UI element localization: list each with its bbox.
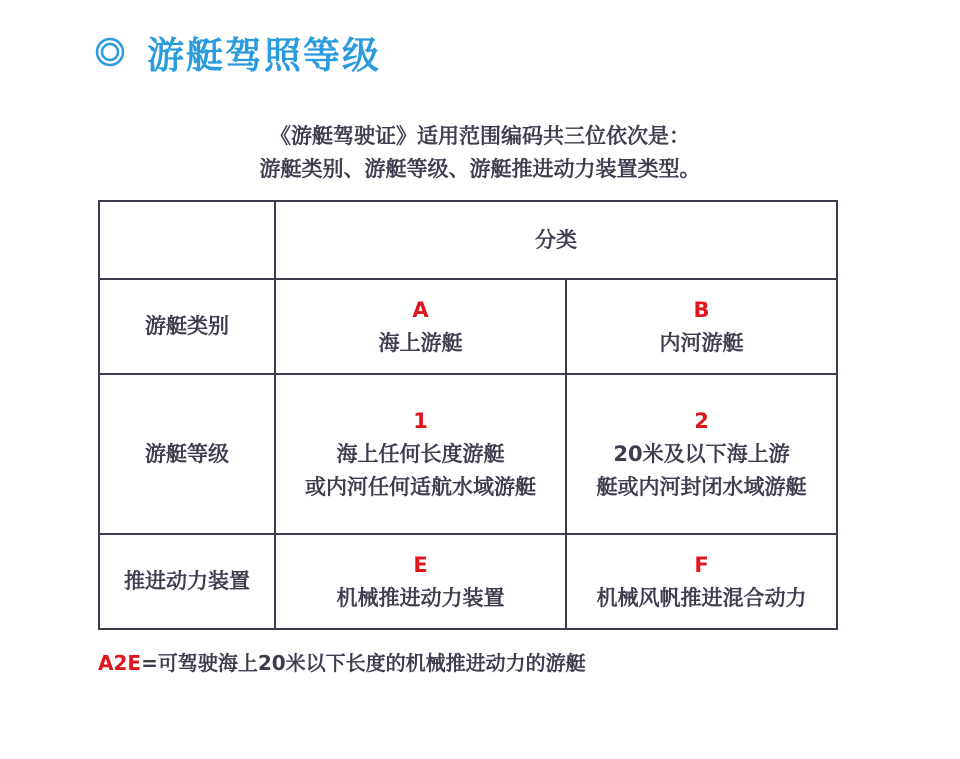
cell-code: 1 [413,408,428,433]
example-code: A2E [98,651,142,675]
cell-code: F [694,552,709,577]
page-title: 游艇驾照等级 [147,34,381,77]
cell-text: 机械推进动力装置 [336,585,505,610]
table-cell [566,534,837,629]
table-row [99,534,837,629]
table-corner-cell [99,201,275,279]
table-cell [566,374,837,534]
cell-text: 海上游艇 [378,330,463,355]
table-row [99,279,837,374]
table-cell [275,279,566,374]
intro-paragraph [0,120,960,186]
row-label-grade: 游艇等级 [99,374,275,534]
cell-code: E [413,552,428,577]
license-grade-table [98,200,838,630]
table-cell [275,374,566,534]
table-header-cell: 分类 [275,201,837,279]
table-header-row [99,201,837,279]
example-explanation: =可驾驶海上20米以下长度的机械推进动力的游艇 [141,651,586,675]
cell-text: 机械风帆推进混合动力 [596,585,807,610]
cell-text: 或内河任何适航水域游艇 [305,474,536,499]
cell-code: 2 [694,408,709,433]
cell-text: 内河游艇 [659,330,744,355]
page-title-row [95,22,381,82]
table-row [99,374,837,534]
table-cell [566,279,837,374]
table-cell [275,534,566,629]
row-label-propulsion: 推进动力装置 [99,534,275,629]
cell-code: B [693,297,710,322]
example-footnote [98,648,586,678]
intro-line-1: 《游艇驾驶证》适用范围编码共三位依次是： [270,124,690,148]
cell-text: 艇或内河封闭水域游艇 [596,474,807,499]
cell-text: 20米及以下海上游 [613,441,790,466]
intro-line-2: 游艇类别、游艇等级、游艇推进动力装置类型。 [259,157,701,181]
row-label-category: 游艇类别 [99,279,275,374]
circle-ring-icon [95,37,125,67]
cell-code: A [412,297,429,322]
cell-text: 海上任何长度游艇 [336,441,505,466]
